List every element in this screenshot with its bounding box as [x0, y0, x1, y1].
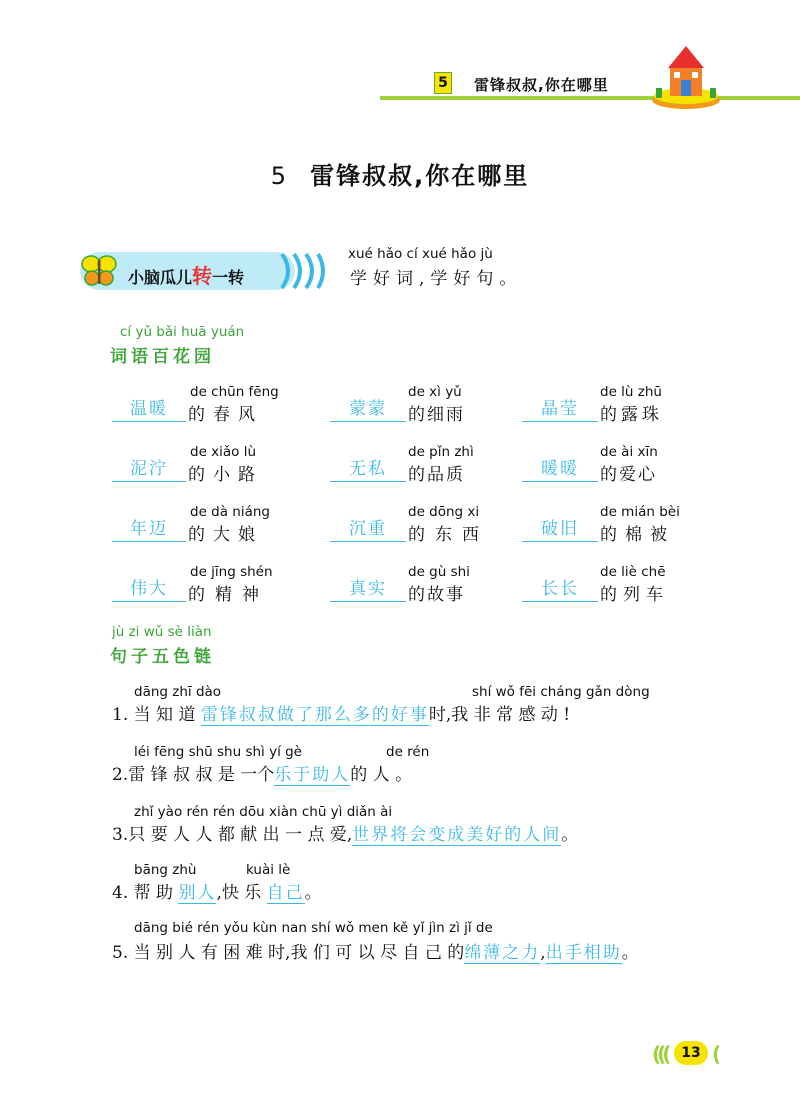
header-title: 雷锋叔叔,你在哪里 [474, 76, 609, 94]
sentence: 1. 当 知 道 雷锋叔叔做了那么多的好事时,我 非 常 感 动 ! [112, 705, 571, 725]
section2-title: 句子五色链 [110, 647, 215, 667]
word-pinyin: de gù shi [408, 564, 470, 580]
sentence: 4. 帮 助 别人,快 乐 自己。 [112, 883, 322, 903]
word-answer: 暖暖 [522, 458, 598, 482]
house-icon [648, 44, 724, 110]
sentence-pinyin: zhǐ yào rén rén dōu xiàn chū yì diǎn ài [134, 804, 393, 820]
sentence-pinyin: shí wǒ fēi cháng gǎn dòng [472, 684, 650, 700]
page-title: 5 雷锋叔叔,你在哪里 [270, 162, 530, 190]
sentence-pinyin: léi fēng shū shu shì yí gè [134, 744, 302, 760]
banner-pinyin: xué hǎo cí xué hǎo jù [348, 246, 493, 262]
word-text: 的春风 [188, 405, 263, 425]
word-answer: 晶莹 [522, 398, 598, 422]
word-pinyin: de xì yǔ [408, 384, 462, 400]
word-text: 的大娘 [188, 525, 263, 545]
sentence-pinyin: dāng zhī dào [134, 684, 222, 700]
word-answer: 破旧 [522, 518, 598, 542]
word-pinyin: de liè chē [600, 564, 666, 580]
word-text: 的小路 [188, 465, 263, 485]
word-answer: 伟大 [112, 578, 186, 602]
sentence-pinyin: kuài lè [246, 862, 291, 878]
word-text: 的精神 [188, 585, 269, 605]
word-pinyin: de ài xīn [600, 444, 658, 460]
word-answer: 年迈 [112, 518, 186, 542]
word-answer: 泥泞 [112, 458, 186, 482]
word-answer: 温暖 [112, 398, 186, 422]
header-bar [380, 96, 800, 100]
word-pinyin: de dà niáng [190, 504, 271, 520]
section1-title: 词语百花园 [110, 347, 215, 367]
word-text: 的列车 [600, 585, 669, 605]
word-pinyin: de pǐn zhì [408, 444, 474, 460]
word-answer: 长长 [522, 578, 598, 602]
sentence-answer: 世界将会变成美好的人间 [352, 825, 562, 845]
sentence-pinyin: de rén [386, 744, 430, 760]
word-pinyin: de chūn fēng [190, 384, 279, 400]
word-pinyin: de mián bèi [600, 504, 680, 520]
word-text: 的品质 [408, 465, 465, 485]
word-answer: 无私 [330, 458, 406, 482]
section2-pinyin: jù zi wǔ sè liàn [112, 624, 212, 640]
word-answer: 真实 [330, 578, 406, 602]
word-text: 的细雨 [408, 405, 465, 425]
word-text: 的故事 [408, 585, 465, 605]
word-pinyin: de dōng xi [408, 504, 480, 520]
word-pinyin: de xiǎo lù [190, 444, 257, 460]
sentence-pinyin: dāng bié rén yǒu kùn nan shí wǒ men kě yǐ jìn zì jǐ de [134, 920, 493, 936]
sentence: 5. 当 别 人 有 困 难 时,我 们 可 以 尽 自 己 的绵薄之力,出手相助。 [112, 943, 639, 963]
word-text: 的露珠 [600, 405, 663, 425]
section1-pinyin: cí yǔ bǎi huā yuán [120, 324, 245, 340]
word-answer: 沉重 [330, 518, 406, 542]
word-pinyin: de lù zhū [600, 384, 662, 400]
sentence-answer: 自己 [266, 883, 305, 903]
sentence-answer: 出手相助 [545, 943, 622, 963]
word-text: 的爱心 [600, 465, 657, 485]
header-lesson-number: 5 [434, 72, 452, 94]
page-number-arcs-left: ((( [652, 1042, 668, 1066]
word-text: 的东西 [408, 525, 489, 545]
banner-hanzi: 学好词,学好句。 [350, 269, 523, 289]
sentence: 3.只 要 人 人 都 献 出 一 点 爱,世界将会变成美好的人间。 [112, 825, 579, 845]
sentence-answer: 雷锋叔叔做了那么多的好事 [200, 705, 429, 725]
page-number: 13 [674, 1041, 708, 1065]
sentence-answer: 绵薄之力 [464, 943, 541, 963]
word-pinyin: de jīng shén [190, 564, 273, 580]
banner-label: 小脑瓜儿转一转 [128, 264, 245, 288]
sentence-answer: 乐于助人 [274, 765, 351, 785]
word-answer: 蒙蒙 [330, 398, 406, 422]
sentence-pinyin: bāng zhù [134, 862, 197, 878]
sentence: 2.雷 锋 叔 叔 是 一个乐于助人的 人 。 [112, 765, 413, 785]
sentence-answer: 别人 [178, 883, 217, 903]
word-text: 的棉被 [600, 525, 675, 545]
page-number-arcs-right: ( [712, 1042, 718, 1066]
